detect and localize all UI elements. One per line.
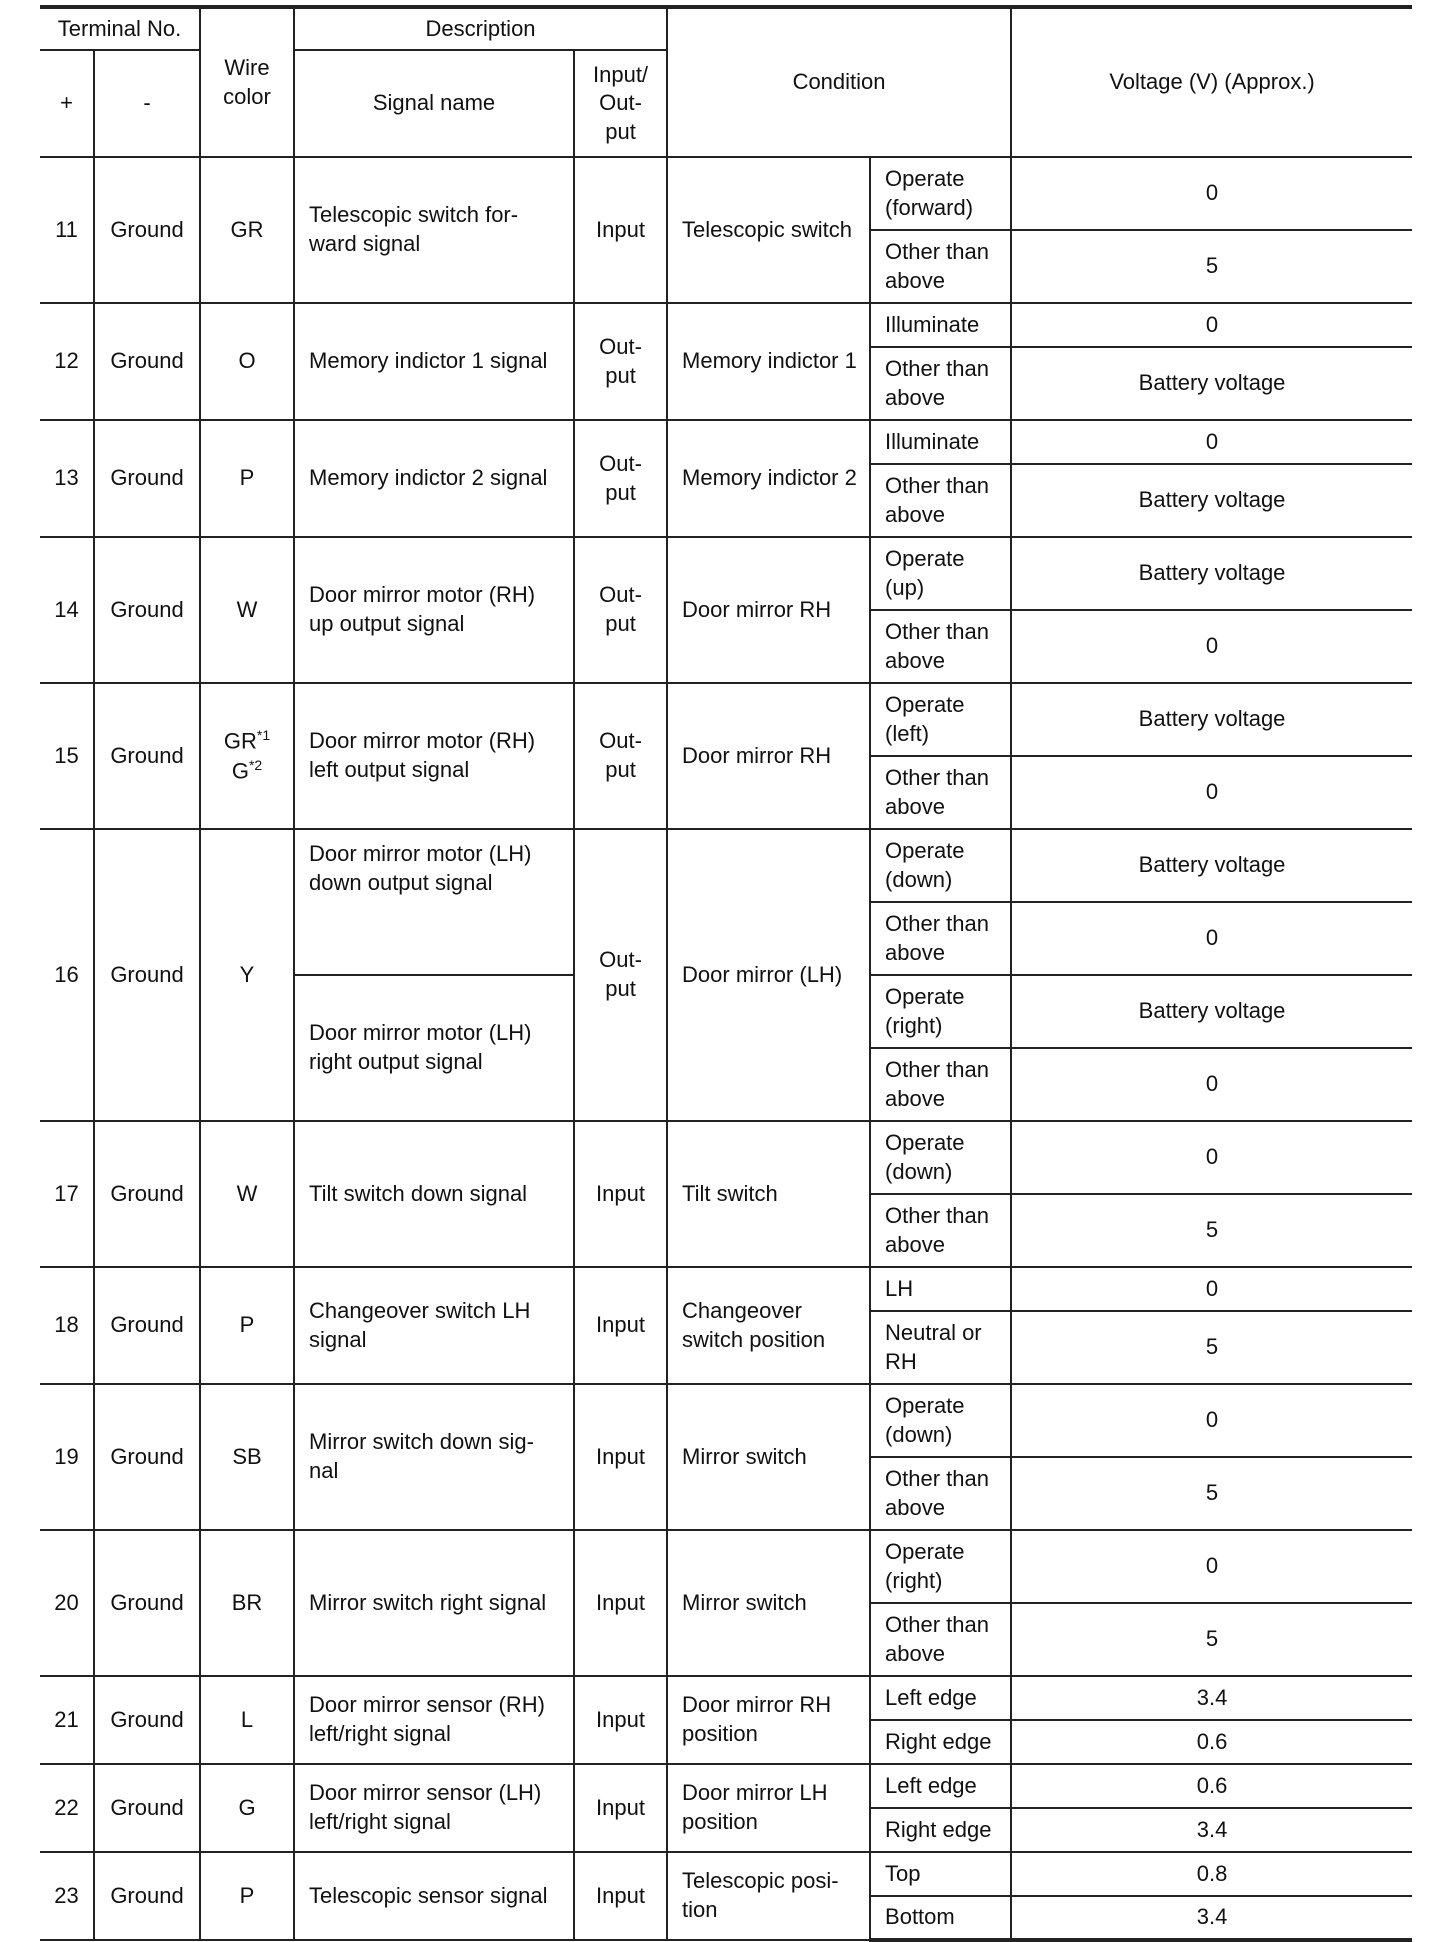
condition-state: Other than above (870, 464, 1011, 537)
voltage-value: 0.6 (1011, 1764, 1412, 1808)
terminal-plus: 19 (40, 1384, 94, 1530)
voltage-value: Battery voltage (1011, 975, 1412, 1048)
io-type: Input (574, 1267, 667, 1384)
voltage-value: 5 (1011, 1457, 1412, 1530)
voltage-value: 0 (1011, 1530, 1412, 1603)
condition-state: Operate (left) (870, 683, 1011, 756)
header-description: Description (294, 7, 667, 50)
condition-state: Other than above (870, 230, 1011, 303)
table-row (40, 683, 1412, 756)
io-type: Out- put (574, 420, 667, 537)
table-row (40, 1676, 1412, 1720)
terminal-minus: Ground (94, 1764, 200, 1852)
condition: Door mirror (LH) (667, 829, 870, 1121)
voltage-value: 0 (1011, 1384, 1412, 1457)
voltage-value: 0 (1011, 1121, 1412, 1194)
voltage-value: 0 (1011, 420, 1412, 464)
io-type: Out- put (574, 537, 667, 683)
condition-state: Operate (right) (870, 1530, 1011, 1603)
signal-name: Changeover switch LH signal (294, 1267, 574, 1384)
table-row (40, 1267, 1412, 1311)
condition: Door mirror LH position (667, 1764, 870, 1852)
condition-state: Other than above (870, 347, 1011, 420)
io-type: Input (574, 1121, 667, 1267)
io-type: Input (574, 1530, 667, 1676)
condition: Memory indictor 2 (667, 420, 870, 537)
terminal-minus: Ground (94, 1530, 200, 1676)
terminal-plus: 12 (40, 303, 94, 420)
table-row (40, 1764, 1412, 1808)
terminal-plus: 20 (40, 1530, 94, 1676)
terminal-plus: 21 (40, 1676, 94, 1764)
signal-name: Tilt switch down signal (294, 1121, 574, 1267)
terminal-minus: Ground (94, 1676, 200, 1764)
condition-state: Other than above (870, 1194, 1011, 1267)
condition-state: Operate (up) (870, 537, 1011, 610)
header-voltage: Voltage (V) (Approx.) (1011, 7, 1412, 157)
terminal-minus: Ground (94, 829, 200, 1121)
condition-state: Other than above (870, 756, 1011, 829)
table-row (40, 157, 1412, 230)
terminal-minus: Ground (94, 420, 200, 537)
voltage-value: 0 (1011, 1048, 1412, 1121)
signal-name: Door mirror sensor (LH) left/right signal (294, 1764, 574, 1852)
voltage-value: Battery voltage (1011, 537, 1412, 610)
header-wire-color: Wire color (200, 7, 294, 157)
terminal-minus: Ground (94, 157, 200, 303)
condition-state: Right edge (870, 1808, 1011, 1852)
signal-name: Mirror switch down sig- nal (294, 1384, 574, 1530)
condition-state: Bottom (870, 1896, 1011, 1940)
terminal-minus: Ground (94, 1267, 200, 1384)
terminal-minus: Ground (94, 537, 200, 683)
voltage-value: 5 (1011, 230, 1412, 303)
condition-state: Other than above (870, 902, 1011, 975)
terminal-plus: 13 (40, 420, 94, 537)
voltage-value: Battery voltage (1011, 464, 1412, 537)
io-type: Out- put (574, 829, 667, 1121)
voltage-value: 0 (1011, 303, 1412, 347)
condition-state: Right edge (870, 1720, 1011, 1764)
voltage-value: 0.6 (1011, 1720, 1412, 1764)
io-type: Out- put (574, 683, 667, 829)
signal-name: Door mirror motor (RH) up output signal (294, 537, 574, 683)
signal-name: Mirror switch right signal (294, 1530, 574, 1676)
table-row (40, 1852, 1412, 1896)
wire-color: BR (200, 1530, 294, 1676)
terminal-minus: Ground (94, 1852, 200, 1940)
io-type: Input (574, 1764, 667, 1852)
voltage-value: 0.8 (1011, 1852, 1412, 1896)
signal-name: Door mirror motor (RH) left output signal (294, 683, 574, 829)
signal-name: Door mirror motor (LH) right output signal (294, 975, 574, 1121)
terminal-plus: 23 (40, 1852, 94, 1940)
condition-state: Other than above (870, 610, 1011, 683)
table-row (40, 303, 1412, 347)
footnote-marker: *1 (256, 727, 271, 744)
terminal-minus: Ground (94, 303, 200, 420)
voltage-value: 3.4 (1011, 1808, 1412, 1852)
io-type: Input (574, 1676, 667, 1764)
condition: Mirror switch (667, 1530, 870, 1676)
voltage-value: 0 (1011, 1267, 1412, 1311)
table-row (40, 537, 1412, 610)
terminal-plus: 11 (40, 157, 94, 303)
condition: Door mirror RH (667, 537, 870, 683)
header-signal-name: Signal name (294, 50, 574, 157)
condition-state: Illuminate (870, 303, 1011, 347)
terminal-plus: 16 (40, 829, 94, 1121)
io-type: Out- put (574, 303, 667, 420)
wire-color: GR (200, 157, 294, 303)
voltage-value: 3.4 (1011, 1676, 1412, 1720)
terminal-plus: 18 (40, 1267, 94, 1384)
wire-color: G (200, 1764, 294, 1852)
voltage-value: 0 (1011, 902, 1412, 975)
footnote-marker: *2 (248, 757, 263, 773)
io-type: Input (574, 157, 667, 303)
voltage-value: 3.4 (1011, 1896, 1412, 1940)
wire-color-variant-2: G (231, 758, 249, 784)
wire-color: L (200, 1676, 294, 1764)
terminal-minus: Ground (94, 1121, 200, 1267)
voltage-value: 5 (1011, 1311, 1412, 1384)
terminal-plus: 14 (40, 537, 94, 683)
wire-color: SB (200, 1384, 294, 1530)
wire-color: O (200, 303, 294, 420)
wire-color: P (200, 1267, 294, 1384)
condition: Telescopic posi- tion (667, 1852, 870, 1940)
condition-state: Operate (forward) (870, 157, 1011, 230)
condition-state: Operate (down) (870, 829, 1011, 902)
wire-color: P (200, 420, 294, 537)
wire-color: P (200, 1852, 294, 1940)
table-row (40, 1121, 1412, 1194)
signal-name: Telescopic switch for- ward signal (294, 157, 574, 303)
signal-name: Memory indictor 2 signal (294, 420, 574, 537)
signal-name: Telescopic sensor signal (294, 1852, 574, 1940)
condition: Tilt switch (667, 1121, 870, 1267)
header-plus: + (40, 50, 94, 157)
header-minus: - (94, 50, 200, 157)
terminal-minus: Ground (94, 1384, 200, 1530)
voltage-value: Battery voltage (1011, 347, 1412, 420)
io-type: Input (574, 1852, 667, 1940)
condition-state: Left edge (870, 1676, 1011, 1720)
wire-color: W (200, 1121, 294, 1267)
wire-color (200, 683, 294, 829)
wire-color: Y (200, 829, 294, 1121)
terminal-table (40, 5, 1412, 1942)
signal-name: Memory indictor 1 signal (294, 303, 574, 420)
condition-state: LH (870, 1267, 1011, 1311)
condition-state: Other than above (870, 1457, 1011, 1530)
voltage-value: Battery voltage (1011, 829, 1412, 902)
voltage-value: 0 (1011, 157, 1412, 230)
voltage-value: 5 (1011, 1603, 1412, 1676)
terminal-plus: 17 (40, 1121, 94, 1267)
header-condition: Condition (667, 7, 1011, 157)
voltage-value: 0 (1011, 756, 1412, 829)
condition: Changeover switch position (667, 1267, 870, 1384)
condition-state: Top (870, 1852, 1011, 1896)
wire-color: W (200, 537, 294, 683)
condition-state: Operate (down) (870, 1384, 1011, 1457)
wire-color-variant-1: GR (223, 728, 257, 754)
table-row (40, 420, 1412, 464)
condition-state: Operate (right) (870, 975, 1011, 1048)
condition: Telescopic switch (667, 157, 870, 303)
condition: Memory indictor 1 (667, 303, 870, 420)
table-row (40, 1530, 1412, 1603)
condition-state: Other than above (870, 1603, 1011, 1676)
condition: Mirror switch (667, 1384, 870, 1530)
signal-name: Door mirror sensor (RH) left/right signal (294, 1676, 574, 1764)
io-type: Input (574, 1384, 667, 1530)
condition-state: Operate (down) (870, 1121, 1011, 1194)
voltage-value: 5 (1011, 1194, 1412, 1267)
condition-state: Other than above (870, 1048, 1011, 1121)
header-terminal-no: Terminal No. (40, 7, 200, 50)
condition-state: Neutral or RH (870, 1311, 1011, 1384)
terminal-plus: 22 (40, 1764, 94, 1852)
table-row (40, 1384, 1412, 1457)
condition-state: Left edge (870, 1764, 1011, 1808)
condition: Door mirror RH position (667, 1676, 870, 1764)
condition-state: Illuminate (870, 420, 1011, 464)
table-row (40, 829, 1412, 902)
voltage-value: 0 (1011, 610, 1412, 683)
terminal-plus: 15 (40, 683, 94, 829)
signal-name: Door mirror motor (LH) down output signal (294, 829, 574, 975)
header-io: Input/ Out- put (574, 50, 667, 157)
terminal-minus: Ground (94, 683, 200, 829)
voltage-value: Battery voltage (1011, 683, 1412, 756)
condition: Door mirror RH (667, 683, 870, 829)
